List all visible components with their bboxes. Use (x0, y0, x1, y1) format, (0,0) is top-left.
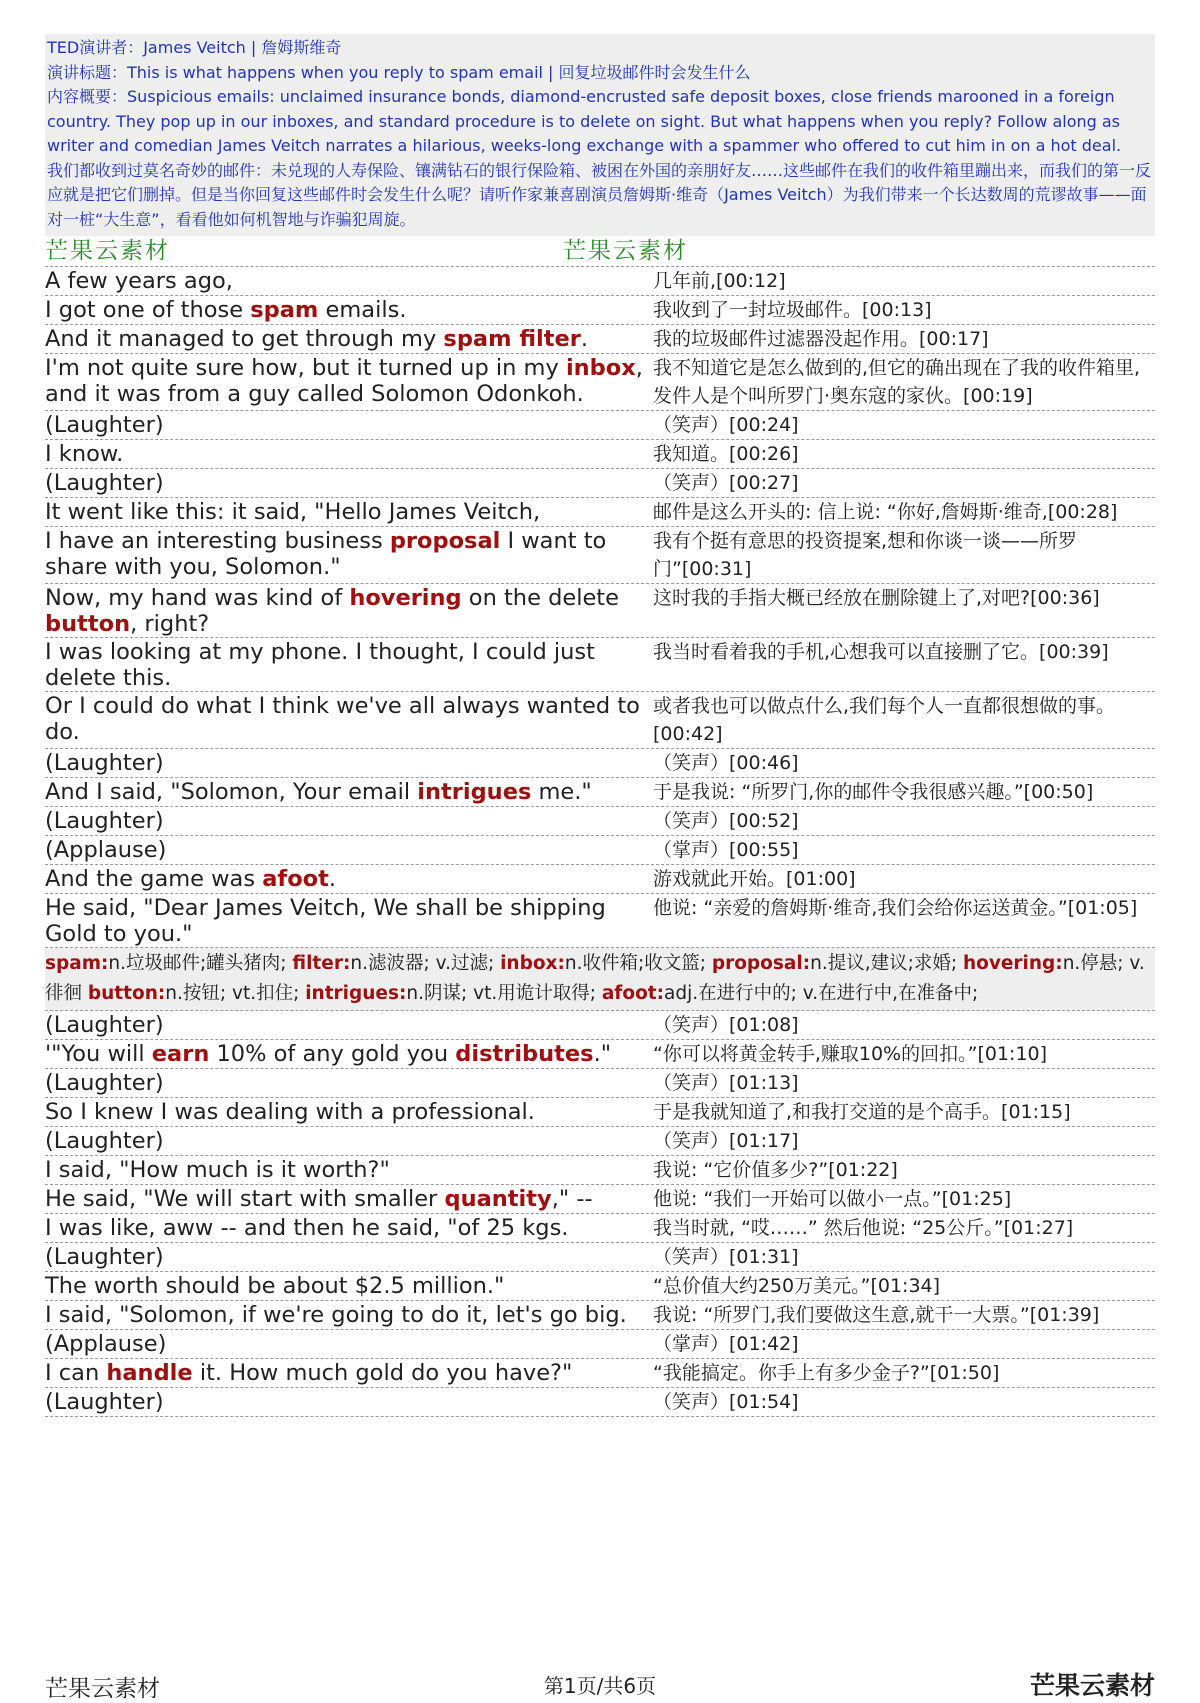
english-text: It went like this: it said, "Hello James Veitch, (45, 499, 541, 525)
intro-box (45, 34, 1155, 236)
transcript-row (45, 440, 1155, 469)
english-text: I know. (45, 441, 124, 467)
keyword: handle (106, 1360, 193, 1386)
transcript-row (45, 584, 1155, 638)
english-text: I was like, aww -- and then he said, "of 25 kgs. (45, 1215, 569, 1241)
chinese-line: （笑声）[01:54] (653, 1391, 799, 1413)
english-line (45, 296, 653, 324)
vocab-word: intrigues: (305, 983, 407, 1004)
english-line (45, 354, 653, 410)
page-number: 第1页/共6页 (543, 1674, 657, 1698)
english-text: . (580, 326, 589, 352)
page-footer (45, 1670, 1155, 1700)
keyword: earn (151, 1041, 210, 1067)
vocab-definition: adj.在进行中的; v.在进行中,在准备中; (664, 983, 979, 1004)
vocab-word: proposal: (711, 953, 811, 974)
transcript-row (45, 1098, 1155, 1127)
english-text: , and it was from a guy called Solomon Odonkoh. (45, 355, 643, 407)
chinese-line: 这时我的手指大概已经放在删除键上了,对吧?[00:36] (653, 587, 1100, 609)
english-text: ." (593, 1041, 612, 1067)
chinese-line: 我收到了一封垃圾邮件。[00:13] (653, 299, 932, 321)
keyword: intrigues (417, 779, 532, 805)
english-text: And it managed to get through my (45, 326, 444, 352)
vocab-definition: n.阴谋; vt.用诡计取得; (406, 983, 602, 1004)
english-text: I said, "Solomon, if we're going to do it, let's go big. (45, 1302, 627, 1328)
transcript-row (45, 1272, 1155, 1301)
chinese-line: （笑声）[01:13] (653, 1072, 799, 1094)
chinese-line: （笑声）[00:27] (653, 472, 799, 494)
transcript-row (45, 267, 1155, 296)
chinese-line: 我当时就, “哎……” 然后他说: “25公斤。”[01:27] (653, 1217, 1074, 1239)
english-line (45, 865, 653, 893)
english-text: I said, "How much is it worth?" (45, 1157, 390, 1183)
transcript-row (45, 498, 1155, 527)
english-text: (Applause) (45, 1331, 167, 1357)
vocab-word: hovering: (962, 953, 1063, 974)
english-text: He said, "Dear James Veitch, We shall be shipping Gold to you." (45, 895, 606, 947)
english-text: on the delete (461, 585, 619, 611)
vocab-definition: n.滤波器; v.过滤; (350, 953, 501, 974)
english-line (45, 325, 653, 353)
english-text: A few years ago, (45, 268, 233, 294)
chinese-line: 游戏就此开始。[01:00] (653, 868, 856, 890)
transcript-row (45, 354, 1155, 411)
english-text: I can (45, 1360, 107, 1386)
transcript-row (45, 527, 1155, 584)
transcript-row (45, 894, 1155, 948)
english-line (45, 807, 653, 835)
vocab-definition: n.提议,建议;求婚; (810, 953, 963, 974)
vocab-definition: n.垃圾邮件;罐头猪肉; (108, 953, 293, 974)
english-line (45, 778, 653, 806)
english-text: me." (531, 779, 592, 805)
english-text: And I said, "Solomon, Your email (45, 779, 418, 805)
english-line (45, 836, 653, 864)
transcript-row (45, 807, 1155, 836)
english-text: '"You will (45, 1041, 152, 1067)
english-line (45, 1301, 653, 1329)
transcript-row (45, 1330, 1155, 1359)
transcript-row (45, 1156, 1155, 1185)
transcript-row (45, 692, 1155, 749)
english-text: 10% of any gold you (209, 1041, 456, 1067)
speaker-line: TED演讲者：James Veitch | 詹姆斯维奇 (47, 38, 342, 57)
chinese-line: 我当时看着我的手机,心想我可以直接删了它。[00:39] (653, 641, 1109, 663)
english-line (45, 749, 653, 777)
english-text: And the game was (45, 866, 263, 892)
vocab-word: filter: (292, 953, 351, 974)
keyword: proposal (389, 528, 501, 554)
english-text: The worth should be about $2.5 million." (45, 1273, 505, 1299)
english-text: (Laughter) (45, 750, 164, 776)
transcript-row (45, 1011, 1155, 1040)
keyword: spam (250, 297, 319, 323)
chinese-line: “你可以将黄金转手,赚取10%的回扣。”[01:10] (653, 1043, 1048, 1065)
english-line (45, 584, 653, 637)
transcript-row (45, 1127, 1155, 1156)
footer-right-brand: 芒果云素材 (1029, 1671, 1155, 1700)
english-line (45, 1098, 653, 1126)
transcript-row (45, 1185, 1155, 1214)
english-line (45, 498, 653, 526)
english-text: it. How much gold do you have?" (192, 1360, 573, 1386)
english-line (45, 469, 653, 497)
transcript-row (45, 836, 1155, 865)
chinese-line: （笑声）[00:52] (653, 810, 799, 832)
transcript-row (45, 469, 1155, 498)
vocab-word: spam: (45, 953, 109, 974)
english-line (45, 1127, 653, 1155)
english-text: ," -- (551, 1186, 593, 1212)
chinese-line: 于是我就知道了,和我打交道的是个高手。[01:15] (653, 1101, 1071, 1123)
vocab-definition: n.按钮; vt.扣住; (165, 983, 306, 1004)
english-line (45, 1214, 653, 1242)
english-text: (Laughter) (45, 1070, 164, 1096)
english-text: I'm not quite sure how, but it turned up in my (45, 355, 566, 381)
english-text: (Laughter) (45, 808, 164, 834)
english-text: He said, "We will start with smaller (45, 1186, 445, 1212)
english-line (45, 1330, 653, 1358)
transcript-row (45, 1214, 1155, 1243)
keyword: quantity (444, 1186, 552, 1212)
vocab-word: afoot: (601, 983, 665, 1004)
transcript-row (45, 1243, 1155, 1272)
transcript-row (45, 749, 1155, 778)
english-text: I got one of those (45, 297, 251, 323)
english-line (45, 1185, 653, 1213)
english-text: Or I could do what I think we've all always wanted to do. (45, 693, 640, 745)
english-line (45, 638, 653, 691)
transcript-row (45, 865, 1155, 894)
chinese-line: （掌声）[00:55] (653, 839, 799, 861)
transcript-row (45, 638, 1155, 692)
transcript-row (45, 778, 1155, 807)
transcript-row (45, 1359, 1155, 1388)
transcript-row (45, 411, 1155, 440)
keyword: inbox (565, 355, 636, 381)
talk-title-line: 演讲标题：This is what happens when you reply to spam email | 回复垃圾邮件时会发生什么 (47, 62, 751, 82)
english-line (45, 1069, 653, 1097)
keyword: button (45, 611, 131, 637)
chinese-line: 我的垃圾邮件过滤器没起作用。[00:17] (653, 328, 989, 350)
chinese-line: 我说: “它价值多少?”[01:22] (653, 1159, 898, 1181)
english-text: . (328, 866, 337, 892)
english-text: I was looking at my phone. I thought, I could just delete this. (45, 639, 595, 691)
english-text: I want to share with you, Solomon." (45, 528, 607, 580)
transcript-section-2 (45, 1011, 1155, 1417)
vocabulary-box (45, 948, 1155, 1011)
transcript-row (45, 1301, 1155, 1330)
chinese-line: 我不知道它是怎么做到的,但它的确出现在了我的收件箱里, 发件人是个叫所罗门·奥东寇的家伙。[00:19] (653, 357, 1141, 407)
chinese-line: 我说: “所罗门,我们要做这生意,就干一大票。”[01:39] (653, 1304, 1100, 1326)
english-line (45, 411, 653, 439)
chinese-line: 他说: “我们一开始可以做小一点。”[01:25] (653, 1188, 1012, 1210)
english-text: (Laughter) (45, 1128, 164, 1154)
watermark-left: 芒果云素材 (45, 238, 170, 264)
chinese-line: （笑声）[01:08] (653, 1014, 799, 1036)
watermark-row (45, 236, 1155, 267)
watermark-right: 芒果云素材 (563, 238, 688, 264)
english-line (45, 527, 653, 583)
vocab-word: inbox: (500, 953, 565, 974)
transcript-row (45, 296, 1155, 325)
transcript-section-1 (45, 267, 1155, 948)
chinese-line: 邮件是这么开头的: 信上说: “你好,詹姆斯·维奇,[00:28] (653, 501, 1118, 523)
chinese-line: （笑声）[00:46] (653, 752, 799, 774)
chinese-line: “总价值大约250万美元。”[01:34] (653, 1275, 941, 1297)
english-text: Now, my hand was kind of (45, 585, 350, 611)
english-line (45, 1243, 653, 1271)
chinese-line: 我知道。[00:26] (653, 443, 799, 465)
chinese-line: 于是我说: “所罗门,你的邮件令我很感兴趣。”[00:50] (653, 781, 1094, 803)
english-text: (Laughter) (45, 470, 164, 496)
transcript-row (45, 325, 1155, 354)
transcript-row (45, 1069, 1155, 1098)
keyword: hovering (349, 585, 462, 611)
chinese-line: （笑声）[01:31] (653, 1246, 799, 1268)
chinese-line: （掌声）[01:42] (653, 1333, 799, 1355)
english-line (45, 1359, 653, 1387)
english-text: (Laughter) (45, 1244, 164, 1270)
chinese-line: 他说: “亲爱的詹姆斯·维奇,我们会给你运送黄金。”[01:05] (653, 897, 1138, 919)
keyword: afoot (262, 866, 329, 892)
english-line (45, 1272, 653, 1300)
document-page (45, 34, 1155, 1417)
transcript-row (45, 1040, 1155, 1069)
english-line (45, 692, 653, 748)
chinese-line: （笑声）[00:24] (653, 414, 799, 436)
summary-en: 内容概要：Suspicious emails: unclaimed insurance bonds, diamond-encrusted safe deposit boxes, close friends marooned in a foreign country. They pop up in our inboxes, and standard procedure is to delete on sight. But what happens when you reply? Follow along as writer and comedian James Veitch narrates a hilarious, weeks-long exchange with a spammer who offered to cut him in on a hot deal. (47, 87, 1122, 155)
english-line (45, 1388, 653, 1416)
vocab-word: button: (87, 983, 166, 1004)
chinese-line: 或者我也可以做点什么,我们每个人一直都很想做的事。[00:42] (653, 695, 1116, 745)
chinese-line: “我能搞定。你手上有多少金子?”[01:50] (653, 1362, 1000, 1384)
english-text: (Laughter) (45, 1389, 164, 1415)
english-line (45, 894, 653, 947)
english-line (45, 440, 653, 468)
vocab-definition: n.停悬; v.徘徊 (45, 953, 1145, 1004)
english-text: , right? (130, 611, 210, 637)
chinese-line: （笑声）[01:17] (653, 1130, 799, 1152)
english-text: So I knew I was dealing with a professional. (45, 1099, 535, 1125)
transcript-row (45, 1388, 1155, 1417)
english-line (45, 1040, 653, 1068)
vocab-definition: n.收件箱;收文篮; (564, 953, 712, 974)
keyword: spam filter (443, 326, 581, 352)
english-text: I have an interesting business (45, 528, 390, 554)
english-line (45, 267, 653, 295)
english-text: (Laughter) (45, 1012, 164, 1038)
english-text: (Applause) (45, 837, 167, 863)
english-line (45, 1011, 653, 1039)
english-line (45, 1156, 653, 1184)
english-text: emails. (318, 297, 407, 323)
chinese-line: 几年前,[00:12] (653, 270, 786, 292)
summary-zh: 我们都收到过莫名奇妙的邮件：未兑现的人寿保险、镶满钻石的银行保险箱、被困在外国的亲朋好友……这些邮件在我们的收件箱里蹦出来，而我们的第一反应就是把它们删掉。但是当你回复这些邮件时会发生什么呢？请听作家兼喜剧演员詹姆斯·维奇（James Veitch）为我们带来一个长达数周的荒谬故事——面对一桩“大生意”，看看他如何机智地与诈骗犯周旋。 (47, 160, 1152, 229)
chinese-line: 我有个挺有意思的投资提案,想和你谈一谈——所罗门”[00:31] (653, 530, 1078, 580)
keyword: distributes (455, 1041, 594, 1067)
english-text: (Laughter) (45, 412, 164, 438)
footer-left-brand: 芒果云素材 (45, 1676, 160, 1702)
